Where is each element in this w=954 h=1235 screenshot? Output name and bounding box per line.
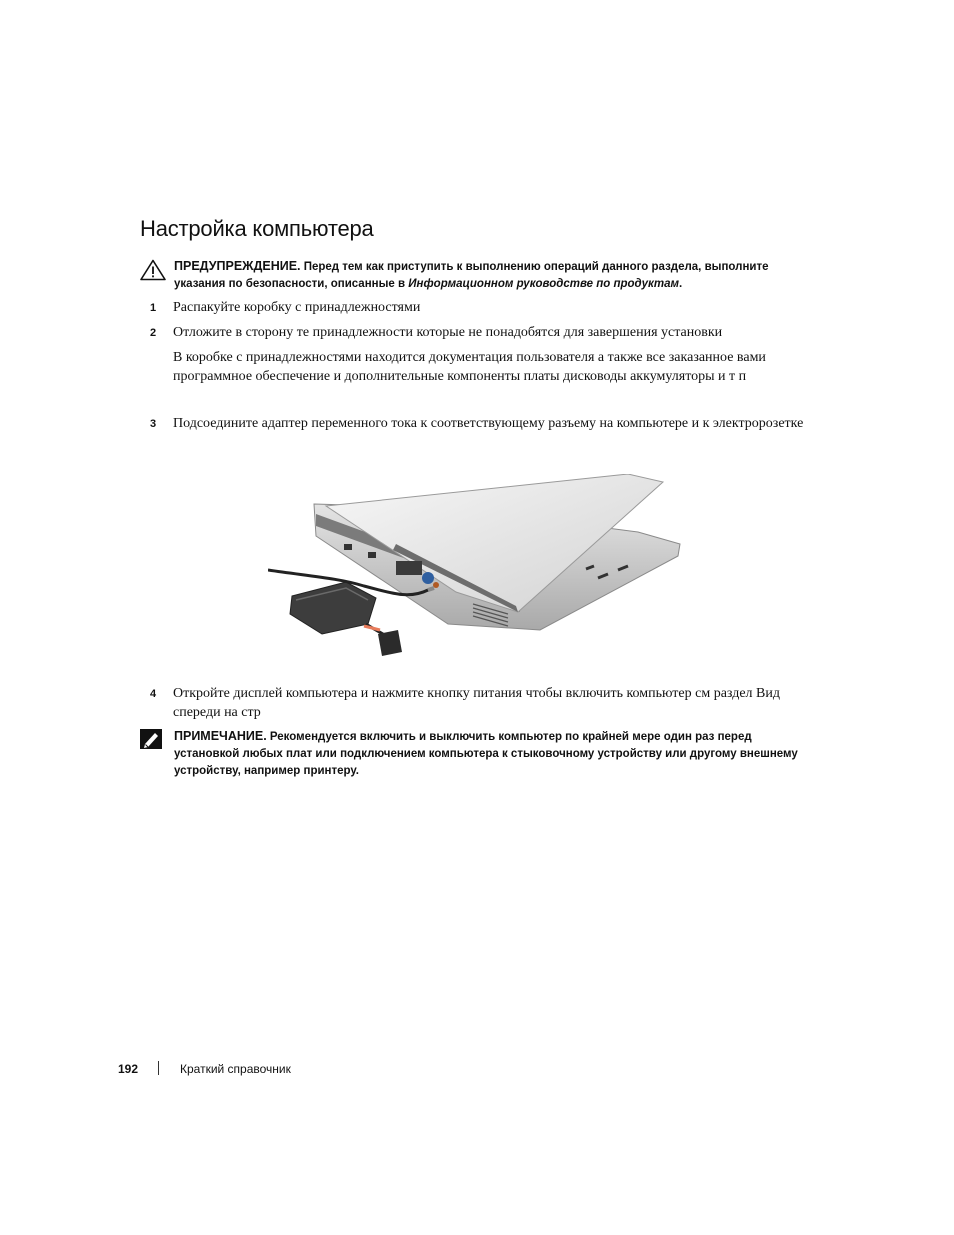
step-number: 1 [150, 302, 157, 314]
warning-triangle-icon [140, 259, 166, 287]
laptop-adapter-illustration [268, 474, 688, 660]
warning-text-end: . [679, 278, 683, 290]
note-label: ПРИМЕЧАНИЕ. [174, 729, 267, 743]
page-number: 192 [118, 1062, 139, 1076]
step-text: Подсоедините адаптер переменного тока к соответствующему разъему на компьютере и к электророзетке [173, 416, 804, 431]
step-text: Распакуйте коробку с принадлежностями [173, 300, 421, 315]
step-number: 3 [150, 418, 157, 430]
page-heading: Настройка компьютера [140, 216, 374, 241]
step-2-paragraph: В коробке с принадлежностями находится документация пользователя а также все заказанное вами программное обеспечение и дополнительные компоненты платы дисководы аккумуляторы и т п [173, 350, 766, 384]
footer-section-title: Краткий справочник [180, 1062, 291, 1076]
warning-label: ПРЕДУПРЕЖДЕНИЕ. [174, 259, 301, 273]
note-text: Рекомендуется включить и выключить компьютер по крайней мере один раз перед установкой любых плат или подключением компьютера к стыковочному устройству или другому внешнему устройству, например принтеру. [174, 731, 798, 777]
step-text: Откройте дисплей компьютера и нажмите кнопку питания чтобы включить компьютер см раздел Вид спереди на стр [173, 686, 780, 720]
step-number: 2 [150, 327, 157, 339]
warning-text: Перед тем как приступить к выполнению операций данного раздела, выполните указания по безопасности, описанные в [174, 261, 769, 290]
warning-doc-title: Информационном руководстве по продуктам [408, 278, 679, 290]
step-text: Отложите в сторону те принадлежности которые не понадобятся для завершения установки [173, 325, 723, 340]
step-number: 4 [150, 688, 157, 700]
pencil-note-icon [140, 729, 162, 755]
footer-separator [158, 1061, 159, 1075]
